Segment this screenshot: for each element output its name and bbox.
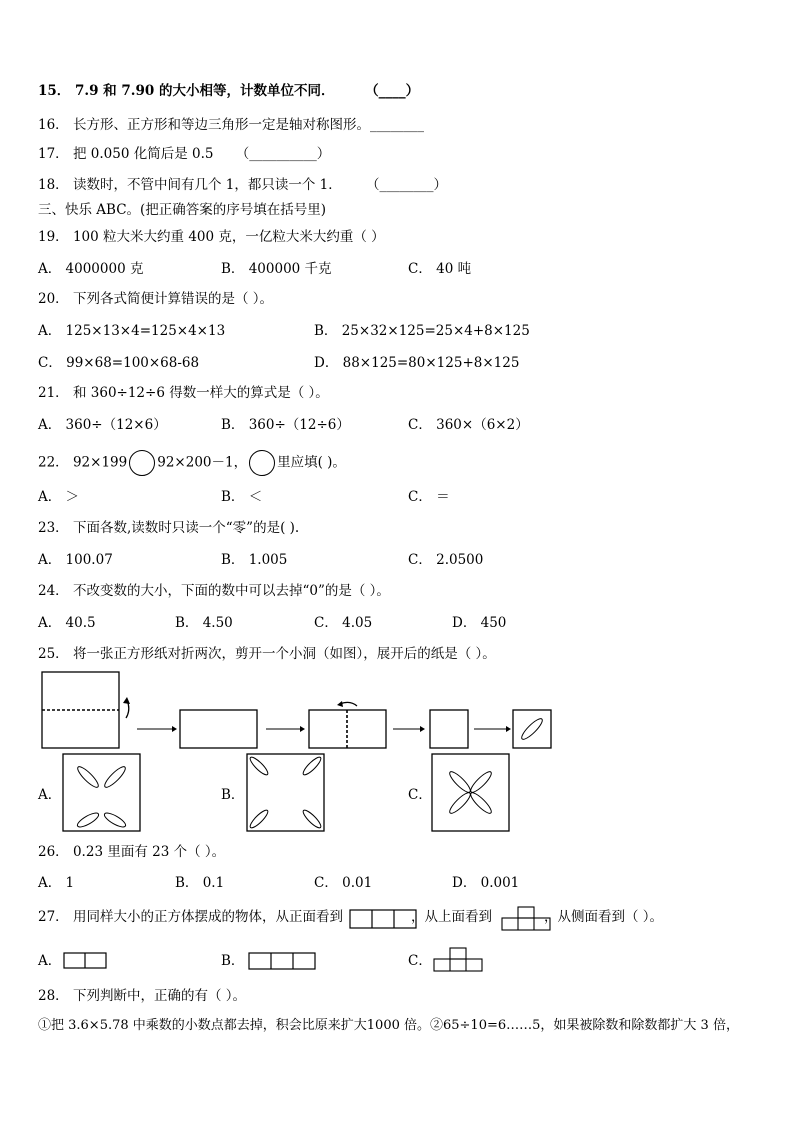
q19-option-b[interactable]: B． 400000 千克 bbox=[221, 261, 332, 277]
q22-text-c: 里应填( )。 bbox=[277, 454, 346, 471]
q26-text: 26． 0.23 里面有 23 个（ ）。 bbox=[38, 844, 226, 860]
q22-option-b[interactable]: B． ＜ bbox=[221, 489, 263, 505]
q27-text-b: ，从上面看到 bbox=[410, 909, 492, 925]
q20-option-a[interactable]: A． 125×13×4=125×4×13 bbox=[38, 323, 226, 339]
q21-option-b[interactable]: B． 360÷（12÷6） bbox=[221, 417, 350, 433]
q20-option-b[interactable]: B． 25×32×125=25×4+8×125 bbox=[314, 323, 530, 339]
q24-option-c[interactable]: C． 4.05 bbox=[314, 615, 373, 631]
q23-option-a[interactable]: A． 100.07 bbox=[38, 552, 113, 568]
q22-option-a[interactable]: A． ＞ bbox=[38, 489, 80, 505]
q23-option-c[interactable]: C． 2.0500 bbox=[408, 552, 484, 568]
q28-text: 28． 下列判断中，正确的有（ ）。 bbox=[38, 988, 247, 1004]
q25-text: 25． 将一张正方形纸对折两次，剪开一个小洞（如图），展开后的纸是（ ）。 bbox=[38, 646, 496, 662]
q27-option-b-figure bbox=[249, 953, 315, 969]
q16-text: 16． 长方形、正方形和等边三角形一定是轴对称图形。________ bbox=[38, 117, 424, 133]
q28 bbox=[38, 987, 246, 1005]
q20-option-c[interactable]: C． 99×68=100×68-68 bbox=[38, 355, 200, 371]
q26-option-b[interactable]: B． 0.1 bbox=[175, 875, 225, 891]
q24-option-d[interactable]: D． 450 bbox=[452, 615, 507, 631]
q19-text: 19． 100 粒大米大约重 400 克，一亿粒大米大约重（ ） bbox=[38, 229, 385, 245]
q27-text-c: ，从侧面看到（ ）。 bbox=[543, 909, 664, 925]
q25-option-b[interactable]: B． bbox=[221, 787, 245, 803]
q20-text: 20． 下列各式简便计算错误的是（ ）。 bbox=[38, 291, 274, 307]
q25-option-a[interactable]: A． bbox=[38, 787, 62, 803]
q21-option-c[interactable]: C． 360×（6×2） bbox=[408, 417, 529, 433]
q17-answer-blank[interactable]: （__________） bbox=[235, 146, 331, 162]
q19-option-c[interactable]: C． 40 吨 bbox=[408, 261, 472, 277]
q18-answer-blank[interactable]: （________） bbox=[366, 177, 448, 193]
q27-top-view bbox=[502, 918, 550, 930]
q27-option-a[interactable]: A． bbox=[38, 953, 62, 969]
q19-option-a[interactable]: A． 4000000 克 bbox=[38, 261, 144, 277]
q24-option-a[interactable]: A． 40.5 bbox=[38, 615, 96, 631]
q22-text-a: 22． 92×199 bbox=[38, 454, 128, 471]
q22-text-b: 92×200－1， bbox=[157, 454, 248, 471]
q28-statement-line: ①把 3.6×5.78 中乘数的小数点都去掉，积会比原来扩大1000 倍。②65÷10=6……5，如果被除数和除数都扩大 3 倍， bbox=[38, 1018, 739, 1033]
q26-option-d[interactable]: D． 0.001 bbox=[452, 875, 520, 891]
q24-option-b[interactable]: B． 4.50 bbox=[175, 615, 233, 631]
q21-option-a[interactable]: A． 360÷（12×6） bbox=[38, 417, 167, 433]
q24-text: 24． 不改变数的大小，下面的数中可以去掉“0”的是（ ）。 bbox=[38, 583, 390, 599]
q18-text: 18． 读数时，不管中间有几个 1，都只读一个 1． bbox=[38, 177, 342, 193]
q22-option-c[interactable]: C． ＝ bbox=[408, 489, 450, 505]
q27-option-b[interactable]: B． bbox=[221, 953, 245, 969]
q17-text: 17． 把 0.050 化简后是 0.5 bbox=[38, 146, 214, 162]
q25-option-c[interactable]: C． bbox=[408, 787, 432, 803]
q27-option-c[interactable]: C． bbox=[408, 953, 432, 969]
q23-text: 23． 下面各数,读数时只读一个“零”的是( ). bbox=[38, 520, 300, 536]
section-3-title: 三、快乐 ABC。(把正确答案的序号填在括号里) bbox=[38, 202, 327, 218]
q23-option-b[interactable]: B． 1.005 bbox=[221, 552, 288, 568]
q27-option-c-figure bbox=[434, 959, 482, 971]
q28-statements bbox=[38, 1017, 739, 1035]
q21-text: 21． 和 360÷12÷6 得数一样大的算式是（ ）。 bbox=[38, 385, 329, 401]
q15-answer-blank[interactable]: （____） bbox=[365, 83, 420, 99]
q27-text-a: 27． 用同样大小的正方体摆成的物体，从正面看到 bbox=[38, 909, 343, 925]
q27-front-view bbox=[350, 910, 416, 928]
q20-option-d[interactable]: D． 88×125=80×125+8×125 bbox=[314, 355, 520, 371]
q26-option-a[interactable]: A． 1 bbox=[38, 875, 75, 891]
q26-option-c[interactable]: C． 0.01 bbox=[314, 875, 373, 891]
q15-text: 15． 7.9 和 7.90 的大小相等，计数单位不同． bbox=[38, 83, 335, 99]
